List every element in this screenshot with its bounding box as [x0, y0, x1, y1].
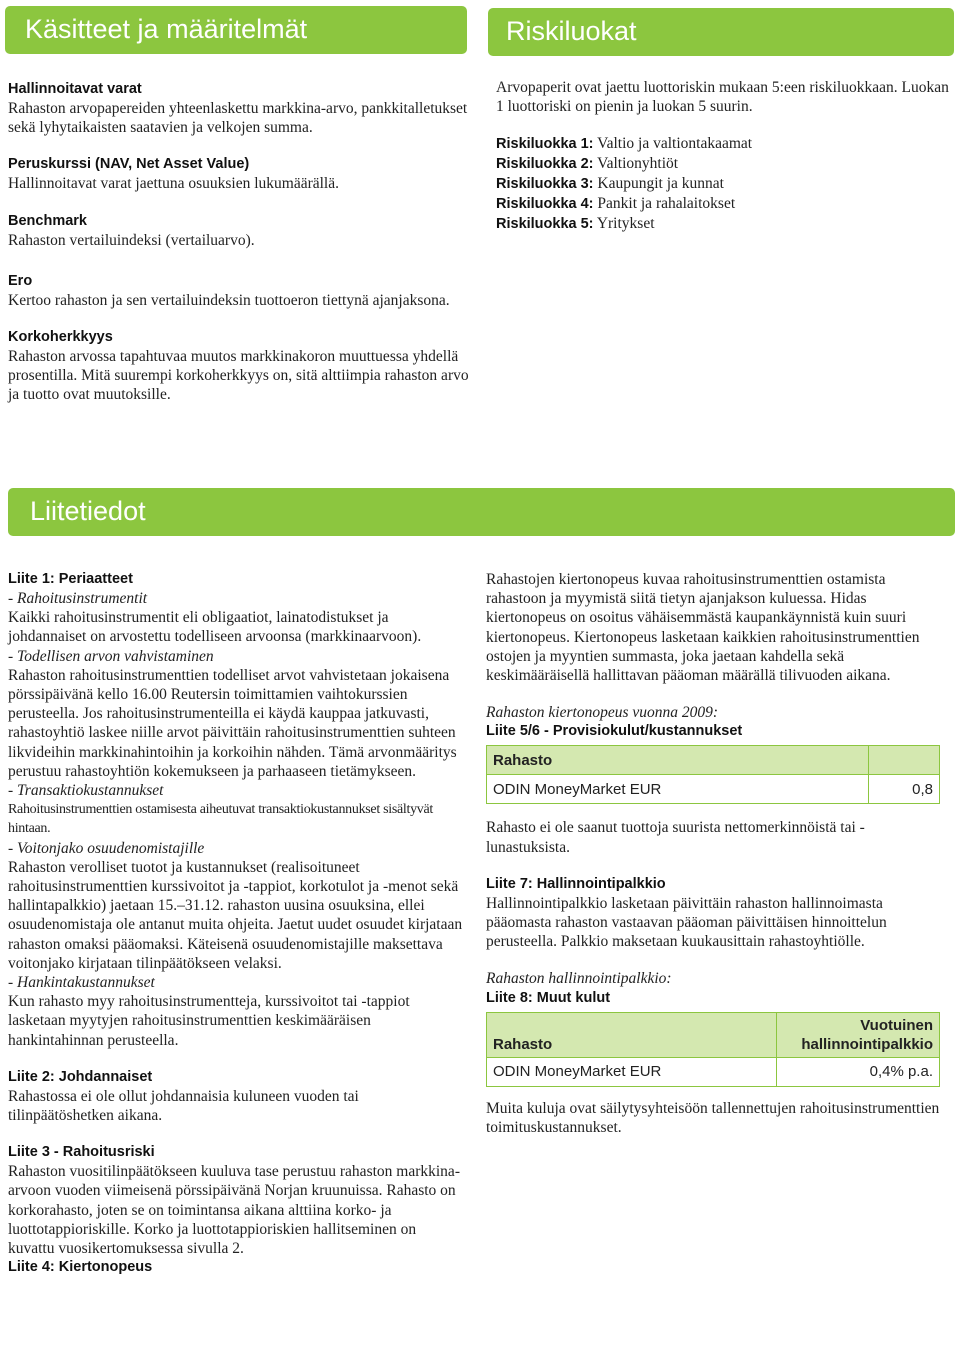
risk-column	[496, 78, 952, 234]
risk-class-row	[496, 214, 952, 234]
risk-class-text: Yritykset	[596, 215, 655, 233]
concepts-banner: Käsitteet ja määritelmät	[5, 6, 467, 54]
table-header-cell	[868, 746, 939, 775]
risk-class-label: Riskiluokka 5:	[496, 216, 594, 233]
notes-right-column	[486, 570, 944, 1137]
concept-item	[8, 328, 470, 405]
concept-text: Hallinnoitavat varat jaettuna osuuksien lukumäärällä.	[8, 175, 339, 193]
turnover-caption: Rahaston kiertonopeus vuonna 2009:	[486, 704, 719, 722]
table-row	[487, 1058, 940, 1087]
notes-left-column	[8, 570, 466, 1277]
table-cell-value: 0,8	[868, 775, 939, 804]
provision-table	[486, 745, 940, 804]
risk-class-row	[496, 134, 952, 154]
note-7-text: Hallinnointipalkkio lasketaan päivittäin rahaston hallinnoimasta pääomasta rahaston vastaavan pääoman päivittäisen hinnoittelun perusteella. Palkkio maksetaan kuukausittain rahastoyhtiölle.	[486, 894, 887, 951]
concept-title: Peruskurssi (NAV, Net Asset Value)	[8, 156, 250, 173]
risk-class-row	[496, 194, 952, 214]
note-1-subheading: - Voitonjako osuudenomistajille	[8, 839, 205, 857]
risk-class-label: Riskiluokka 4:	[496, 196, 594, 213]
concept-text: Rahaston arvopapereiden yhteenlaskettu markkina-arvo, pankkitalletukset sekä lyhytaikaisten saatavien ja velkojen summa.	[8, 100, 468, 137]
note-5-text: Rahasto ei ole saanut tuottoja suurista nettomerkinnöistä tai -lunastuksista.	[486, 819, 865, 856]
concept-item	[8, 155, 470, 193]
risk-class-row	[496, 154, 952, 174]
notes-banner: Liitetiedot	[8, 488, 955, 536]
risk-banner: Riskiluokat	[488, 8, 954, 56]
risk-class-text: Kaupungit ja kunnat	[597, 175, 724, 193]
note-1-title: Liite 1: Periaatteet	[8, 571, 133, 587]
table-header-row	[487, 746, 940, 775]
concepts-column	[8, 80, 470, 423]
note-1-subheading: - Todellisen arvon vahvistaminen	[8, 647, 214, 665]
concept-item	[8, 272, 470, 310]
risk-class-text: Pankit ja rahalaitokset	[597, 195, 736, 213]
note-1-subheading: - Transaktiokustannukset	[8, 782, 164, 800]
risk-class-text: Valtionyhtiöt	[597, 155, 679, 173]
note-1-text: Kaikki rahoitusinstrumentit eli obligaatiot, lainatodistukset ja johdannaiset on arvostettu todelliseen arvoonsa (markkinaarvoon).	[8, 609, 422, 646]
concept-text: Rahaston vertailuindeksi (vertailuarvo).	[8, 231, 255, 249]
table-header-cell: Rahasto	[487, 746, 869, 775]
table-cell-fund: ODIN MoneyMarket EUR	[487, 1058, 777, 1087]
note-4-title: Liite 4: Kiertonopeus	[8, 1259, 153, 1276]
table-header-cell: Rahasto	[487, 1012, 777, 1057]
note-1-text: Rahaston rahoitusinstrumenttien todelliset arvot vahvistetaan jokaisena pörssipäivänä kello 16.00 Reutersin toimittamien vaihtokurssien perusteella. Jos rahoitusinstrumenteilla ei käydä kauppaa jatkuvasti, rahastoyhtiö laskee niille arvot päivittäin rahoitusinstrumenttien suhteen likvideihin markkinahintoihin ja korkoihin nähden. Tämä arvonmääritys perustuu rahastoyhtiön kokemukseen ja parhaaseen tietämykseen.	[8, 666, 457, 780]
note-1-text: Kun rahasto myy rahoitusinstrumentteja, kurssivoitot tai -tappiot lasketaan myytyjen rahoitusinstrumenttien keskimääräisen hankintahinnan perusteella.	[8, 993, 410, 1049]
fee-table	[486, 1012, 940, 1087]
risk-class-label: Riskiluokka 3:	[496, 176, 594, 193]
table-cell-value: 0,4% p.a.	[777, 1058, 940, 1087]
note-2-title: Liite 2: Johdannaiset	[8, 1068, 153, 1085]
concept-title: Hallinnoitavat varat	[8, 81, 142, 97]
concept-item	[8, 212, 470, 250]
table-header-cell: Vuotuinen hallinnointipalkkio	[777, 1012, 940, 1057]
concept-text: Rahaston arvossa tapahtuvaa muutos markkinakoron muuttuessa yhdellä prosentilla. Mitä suurempi korkoherkkyys on, sitä alttiimpia rahaston arvo ja tuotto ovat muutoksille.	[8, 348, 469, 404]
note-7-title: Liite 7: Hallinnointipalkkio	[486, 875, 666, 892]
concept-text: Kertoo rahaston ja sen vertailuindeksin tuottoeron tiettynä ajanjaksona.	[8, 291, 450, 309]
risk-class-row	[496, 174, 952, 194]
risk-intro: Arvopaperit ovat jaettu luottoriskin mukaan 5:een riskiluokkaan. Luokan 1 luottoriski on pienin ja luokan 5 suurin.	[496, 79, 949, 116]
fee-caption: Rahaston hallinnointipalkkio:	[486, 970, 672, 988]
concept-item	[8, 80, 470, 137]
note-8-title: Liite 8: Muut kulut	[486, 989, 611, 1006]
note-5-title: Liite 5/6 - Provisiokulut/kustannukset	[486, 723, 743, 740]
turnover-text: Rahastojen kiertonopeus kuvaa rahoitusinstrumenttien ostamista rahastoon ja myymistä siitä tietyn ajanjakson kuluessa. Hidas kiertonopeus on osoitus vähäisemmästä kaupankäynnistä kuin suuri kiertonopeus. Kiertonopeus lasketaan kaikkien rahoitusinstrumenttien ostojen ja myyntien summasta, joka jaetaan kahdella sekä keskimääräisellä hallittavan pääoman määrällä tilivuoden aikana.	[486, 571, 920, 685]
table-row	[487, 775, 940, 804]
table-cell-fund: ODIN MoneyMarket EUR	[487, 775, 869, 804]
note-1-text: Rahoitusinstrumenttien ostamisesta aiheutuvat transaktiokustannukset sisältyvät hintaan.	[8, 802, 434, 837]
note-2-text: Rahastossa ei ole ollut johdannaisia kuluneen vuoden tai tilinpäätöshetken aikana.	[8, 1087, 359, 1125]
risk-class-label: Riskiluokka 2:	[496, 156, 594, 173]
note-1-subheading: - Rahoitusinstrumentit	[8, 590, 148, 607]
note-3-text: Rahaston vuositilinpäätökseen kuuluva tase perustuu rahaston markkina-arvoon vuoden viimeisenä pörssipäivänä Norjan kruunuissa. Rahasto on korkorahasto, joten se on toimintansa aikana alttiina korko- ja luottotappioriskille. Korko ja luottotappioriskien hallitseminen on kuvattu vuosikertomuksessa sivulla 2.	[8, 1163, 460, 1258]
risk-class-text: Valtio ja valtiontakaamat	[597, 135, 753, 153]
risk-class-label: Riskiluokka 1:	[496, 136, 594, 153]
table-header-row	[487, 1012, 940, 1057]
concept-title: Ero	[8, 272, 33, 289]
note-8-text: Muita kuluja ovat säilytysyhteisöön tallennettujen rahoitusinstrumenttien toimituskustannukset.	[486, 1100, 940, 1137]
note-1-subheading: - Hankintakustannukset	[8, 974, 155, 992]
note-3-title: Liite 3 - Rahoitusriski	[8, 1144, 155, 1161]
concept-title: Benchmark	[8, 212, 87, 229]
concept-title: Korkoherkkyys	[8, 329, 113, 346]
note-1-text: Rahaston verolliset tuotot ja kustannukset (realisoituneet rahoitusinstrumenttien kurssivoitot ja -tappiot, korkotulot ja -menot sekä hallintapalkkio) jaetaan 15.–31.12. rahaston uusina osuuksina, ellei osuudenomistaja ole antanut muita ohjeita. Jaetut uudet osuudet kirjataan rahaston omaksi pääomaksi. Käteisenä osuudenomistajille maksettava voitonjako kirjataan tilinpäätökseen velaksi.	[8, 858, 463, 972]
